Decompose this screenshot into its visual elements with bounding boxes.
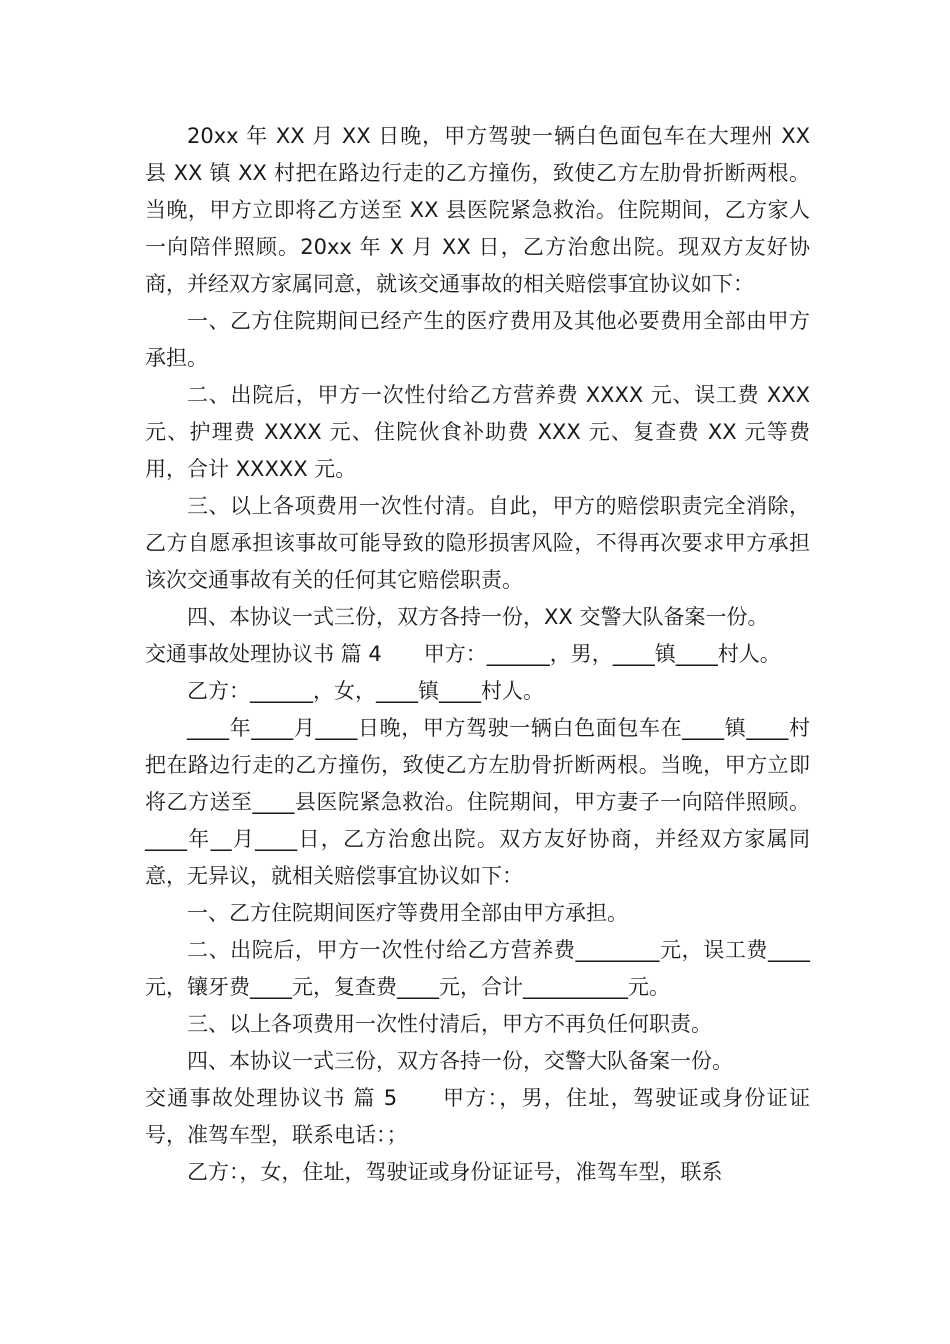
paragraph-clause-2: 二、出院后，甲方一次性付给乙方营养费 XXXX 元、误工费 XXX 元、护理费 XXXX 元、住院伙食补助费 XXX 元、复查费 XX 元等费用，合计 XXXXX 元。 <box>145 383 810 481</box>
paragraph-clause-3: 三、以上各项费用一次性付清。自此，甲方的赔偿职责完全消除，乙方自愿承担该事故可能导致的隐形损害风险，不得再次要求甲方承担该次交通事故有关的任何其它赔偿职责。 <box>145 494 810 592</box>
paragraph-party-b-part-5: 乙方：，女，住址，驾驶证或身份证证号，准驾车型，联系 <box>187 1160 723 1184</box>
paragraph-clause-1-blank: 一、乙方住院期间医疗等费用全部由甲方承担。 <box>187 901 628 925</box>
section-heading-part-5: 交通事故处理协议书 篇 5 甲方：，男，住址，驾驶证或身份证证号，准驾车型，联系电话：； <box>145 1086 810 1147</box>
paragraph-party-b: 乙方：______，女，____镇____村人。 <box>187 679 544 703</box>
document-body <box>145 118 810 1191</box>
paragraph-clause-4-blank: 四、本协议一式三份，双方各持一份，交警大队备案一份。 <box>187 1049 733 1073</box>
paragraph-clause-4: 四、本协议一式三份，双方各持一份，XX 交警大队备案一份。 <box>187 605 769 629</box>
paragraph-accident-description-blank: ____年____月____日晚，甲方驾驶一辆白色面包车在____镇____村把在路边行走的乙方撞伤，致使乙方左肋骨折断两根。当晚，甲方立即将乙方送至____县医院紧急救治。住院期间，甲方妻子一向陪伴照顾。____年__月____日，乙方治愈出院。双方友好协商，并经双方家属同意，无异议，就相关赔偿事宜协议如下： <box>145 716 810 888</box>
paragraph-clause-1: 一、乙方住院期间已经产生的医疗费用及其他必要费用全部由甲方承担。 <box>145 309 810 370</box>
section-heading-part-4: 交通事故处理协议书 篇 4 甲方：______，男，____镇____村人。 <box>145 642 781 666</box>
paragraph-clause-2-blank: 二、出院后，甲方一次性付给乙方营养费________元，误工费____元，镶牙费____元，复查费____元，合计__________元。 <box>145 938 810 999</box>
paragraph-clause-3-blank: 三、以上各项费用一次性付清后，甲方不再负任何职责。 <box>187 1012 712 1036</box>
paragraph-accident-description: 20xx 年 XX 月 XX 日晚，甲方驾驶一辆白色面包车在大理州 XX 县 XX 镇 XX 村把在路边行走的乙方撞伤，致使乙方左肋骨折断两根。当晚，甲方立即将乙方送至 XX 县医院紧急救治。住院期间，乙方家人一向陪伴照顾。20xx 年 X 月 XX 日，乙方治愈出院。现双方友好协商，并经双方家属同意，就该交通事故的相关赔偿事宜协议如下： <box>145 124 810 296</box>
